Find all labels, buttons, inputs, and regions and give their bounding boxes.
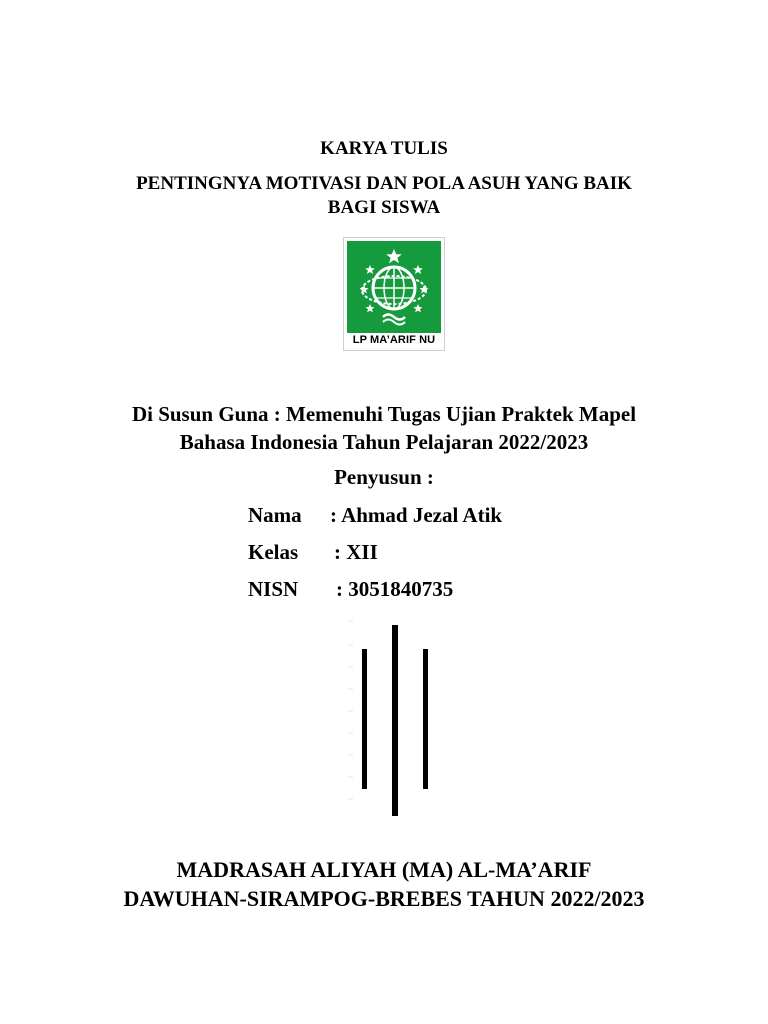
center-bar <box>392 625 398 816</box>
right-bar <box>423 649 428 789</box>
title-line-1: PENTINGNYA MOTIVASI DAN POLA ASUH YANG BAIK <box>136 173 632 194</box>
nama-label: Nama <box>248 503 302 527</box>
composer-heading: Penyusun : <box>334 465 434 489</box>
purpose-line-2: Bahasa Indonesia Tahun Pelajaran 2022/2023 <box>179 430 589 454</box>
nisn-label: NISN <box>248 577 299 601</box>
left-bar <box>362 649 367 789</box>
purpose-line-1: Di Susun Guna : Memenuhi Tugas Ujian Praktek Mapel <box>131 402 637 426</box>
document-type-label: KARYA TULIS <box>320 138 448 159</box>
kelas-label: Kelas <box>248 540 299 564</box>
nisn-value: : 3051840735 <box>336 577 454 601</box>
nama-value: : Ahmad Jezal Atik <box>330 503 503 527</box>
nu-emblem <box>347 241 441 333</box>
title-line-2: BAGI SISWA <box>327 197 441 218</box>
faint-tick-marks <box>348 621 353 799</box>
lp-maarif-nu-logo <box>343 237 445 351</box>
decorative-bars <box>340 615 440 825</box>
school-name-line-1: MADRASAH ALIYAH (MA) AL-MA’ARIF <box>176 857 592 882</box>
logo-text: LP MA’ARIF NU <box>352 334 436 346</box>
globe-stars-icon <box>347 241 441 333</box>
school-name-line-2: DAWUHAN-SIRAMPOG-BREBES TAHUN 2022/2023 <box>123 886 645 911</box>
kelas-value: : XII <box>334 540 378 564</box>
